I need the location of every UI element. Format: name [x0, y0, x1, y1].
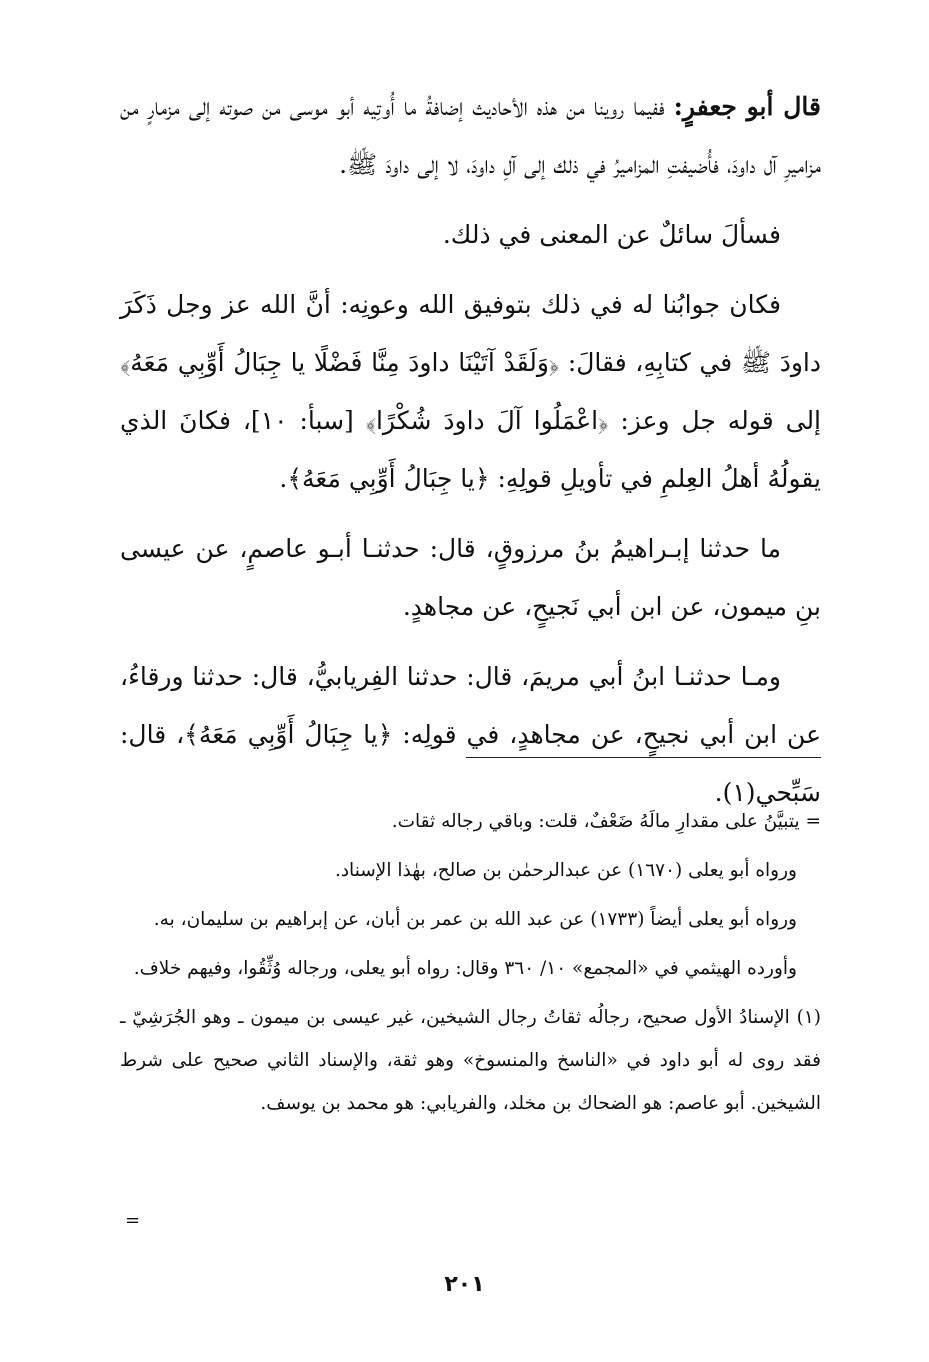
main-paragraph-5: [120, 648, 821, 822]
footnote-divider: [466, 757, 821, 758]
footnote-line: وأورده الهيثمي في «المجمع» ١٠/ ٣٦٠ وقال: رواه أبو يعلى، ورجاله وُثِّقُوا، وفيهم خلاف.: [133, 958, 797, 979]
paragraph-text: فكان جوابُنا له في ذلك بتوفيق الله وعونِه: أنَّ الله عز وجل ذَكَرَ داودَ ﷺ في كتابِهِ، فقالَ: ﴿وَلَقَدْ آتَيْنَا داودَ مِنَّا فَضْلًا يا جِبَالُ أَوِّبِي مَعَهُ﴾ إلى قوله جل وعز: ﴿اعْمَلُوا آلَ داودَ شُكْرًا﴾ [سبأ: ١٠]، فكانَ الذي يقولُهُ أهلُ العِلمِ في تأويلِ قولِهِ: ﴿يا جِبَالُ أَوِّبِي مَعَهُ﴾.: [120, 290, 822, 493]
paragraph-text: ما حدثنا إبـراهيمُ بنُ مرزوقٍ، قال: حدثنـا أبـو عاصمٍ، عن عيسى بنِ ميمون، عن ابن أبي نَجيحٍ، عن مجاهدٍ.: [120, 534, 821, 621]
footnote-continuation: = يتبيَّنُ على مقدارِ مالَهُ ضَعْفٌ، قلت: وباقي رجاله ثقات.: [391, 811, 821, 832]
footnotes-section: [120, 800, 821, 1131]
main-paragraph-4: [120, 520, 821, 636]
main-paragraph-3: [120, 276, 821, 508]
main-text-body: [120, 78, 821, 834]
continuation-mark: =: [125, 1210, 141, 1231]
footnote-line: ورواه أبو يعلى (١٦٧٠) عن عبدالرحمٰن بن صالح، بهٰذا الإسناد.: [334, 860, 797, 881]
paragraph-lead: قال أبو جعفرٍ:: [673, 92, 821, 121]
paragraph-text: ومـا حدثنـا ابنُ أبي مريمَ، قال: حدثنا الفِريابيُّ، قال: حدثنا ورقاءُ، عن ابن أبي نجيحٍ، عن مجاهدٍ، في قولِه: ﴿يا جِبَالُ أَوِّبِي مَعَهُ﴾، قال: سَبِّحي(١).: [120, 662, 821, 807]
footnote-line: ورواه أبو يعلى أيضاً (١٧٣٣) عن عبد الله بن عمر بن أبان، عن إبراهيم بن سليمان، به.: [153, 909, 797, 930]
paragraph-text: فسألَ سائلٌ عن المعنى في ذلك.: [442, 220, 781, 249]
main-paragraph-2: [120, 206, 821, 264]
page-number: ٢٠١: [444, 1272, 485, 1297]
paragraph-text: ففيما روينا من هذه الأحاديث إضافةُ ما أُوتِيه أبو موسى من صوته إلى مزمارٍ من مزاميرِ آل داودَ، فأُضيفتِ المزاميرُ في ذلك إلى آلِ داودَ، لا إلى داودَ ﷺ.: [120, 92, 821, 179]
main-paragraph-1: [120, 78, 821, 194]
footnote-1: (١) الإسنادُ الأول صحيح، رجالُه ثقاتُ رجال الشيخين، غير عيسى بن ميمون ـ وهو الجُرَشِيّ ـ فقد روى له أبو داود في «الناسخ والمنسوخ» وهو ثقة، والإسناد الثاني صحيح على شرط الشيخين. أبو عاصم: هو الضحاك بن مخلد، والفريابي: هو محمد بن يوسف.: [120, 1007, 821, 1114]
